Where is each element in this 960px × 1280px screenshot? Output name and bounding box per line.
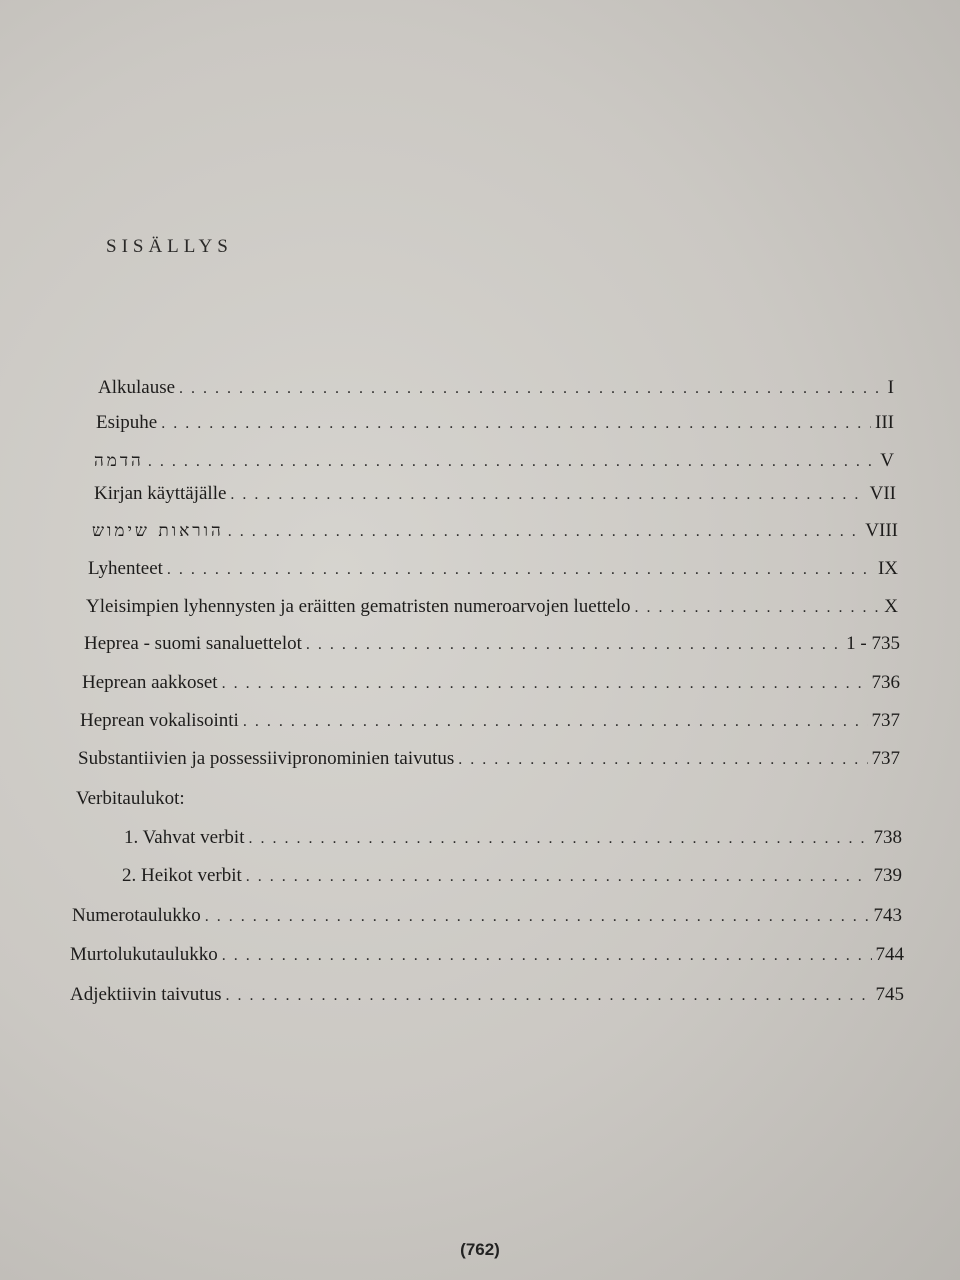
toc-entry-heprea-suomi	[84, 633, 900, 655]
page-number: (762)	[460, 1240, 500, 1259]
toc-entry-vahvat-verbit	[124, 827, 902, 849]
toc-entry-alkulause	[98, 377, 894, 399]
toc-entry-esipuhe	[96, 412, 894, 434]
toc-page: VIII	[865, 520, 898, 541]
toc-page: VII	[869, 483, 896, 504]
toc-page: V	[880, 450, 894, 471]
toc-label: Murtolukutaulukko	[70, 944, 218, 965]
toc-page: IX	[877, 558, 898, 579]
leader-dots	[148, 453, 876, 471]
toc-page: 739	[873, 865, 902, 886]
leader-dots	[167, 561, 874, 579]
toc-label: Substantiivien ja possessiivipronominien taivutus	[78, 748, 455, 769]
toc-page: I	[887, 377, 894, 398]
toc-page: 1 - 735	[846, 633, 900, 654]
toc-page: 737	[871, 748, 900, 769]
toc-entry-yleisimpien-lyhennysten	[86, 596, 898, 618]
leader-dots	[161, 415, 871, 433]
leader-dots	[222, 947, 872, 965]
leader-dots	[179, 380, 884, 398]
leader-dots	[205, 908, 870, 926]
toc-label: Verbitaulukot:	[76, 788, 185, 809]
leader-dots	[225, 987, 871, 1005]
toc-entry-hebrew-preface	[94, 450, 894, 472]
toc-label: Alkulause	[98, 377, 176, 398]
toc-page: 743	[873, 905, 902, 926]
toc-label: 2. Heikot verbit	[122, 865, 242, 886]
toc-entry-verbitaulukot	[76, 788, 900, 810]
toc-label: Heprea - suomi sanaluettelot	[84, 633, 302, 654]
toc-page: X	[884, 596, 898, 617]
leader-dots	[246, 868, 870, 886]
page-title: SISÄLLYS	[106, 236, 233, 257]
leader-dots	[222, 675, 868, 693]
toc-page: 738	[873, 827, 902, 848]
toc-label: Lyhenteet	[88, 558, 163, 579]
toc-label: Yleisimpien lyhennysten ja eräitten gematristen numeroarvojen luettelo	[86, 596, 631, 617]
leader-dots	[230, 486, 865, 504]
toc-label: הדמה	[94, 451, 144, 471]
toc-label: Heprean vokalisointi	[80, 710, 239, 731]
toc-page: 745	[875, 984, 904, 1005]
toc-entry-heprean-vokalisointi	[80, 710, 900, 732]
toc-label: Adjektiivin taivutus	[70, 984, 222, 1005]
toc-entry-lyhenteet	[88, 558, 898, 580]
toc-entry-substantiivien-taivutus	[78, 748, 900, 770]
toc-entry-hebrew-instructions	[92, 520, 898, 542]
toc-label: Kirjan käyttäjälle	[94, 483, 227, 504]
toc-entry-heikot-verbit	[122, 865, 902, 887]
toc-entry-adjektiivin-taivutus	[70, 984, 904, 1006]
toc-entry-kirjan-kayttajalle	[94, 483, 896, 505]
leader-dots	[458, 751, 867, 769]
toc-entry-heprean-aakkoset	[82, 672, 900, 694]
toc-label: הוראות שימוש	[92, 521, 224, 541]
toc-page: 737	[871, 710, 900, 731]
leader-dots	[306, 636, 842, 654]
toc-page: 744	[875, 944, 904, 965]
toc-label: 1. Vahvat verbit	[124, 827, 245, 848]
toc-label: Heprean aakkoset	[82, 672, 218, 693]
toc-label: Esipuhe	[96, 412, 158, 433]
toc-entry-numerotaulukko	[72, 905, 902, 927]
leader-dots	[243, 713, 868, 731]
toc-entry-murtolukutaulukko	[70, 944, 904, 966]
leader-dots	[249, 830, 870, 848]
toc-page: 736	[871, 672, 900, 693]
toc-label: Numerotaulukko	[72, 905, 201, 926]
toc-page: III	[875, 412, 894, 433]
leader-dots	[635, 599, 881, 617]
leader-dots	[228, 523, 862, 541]
